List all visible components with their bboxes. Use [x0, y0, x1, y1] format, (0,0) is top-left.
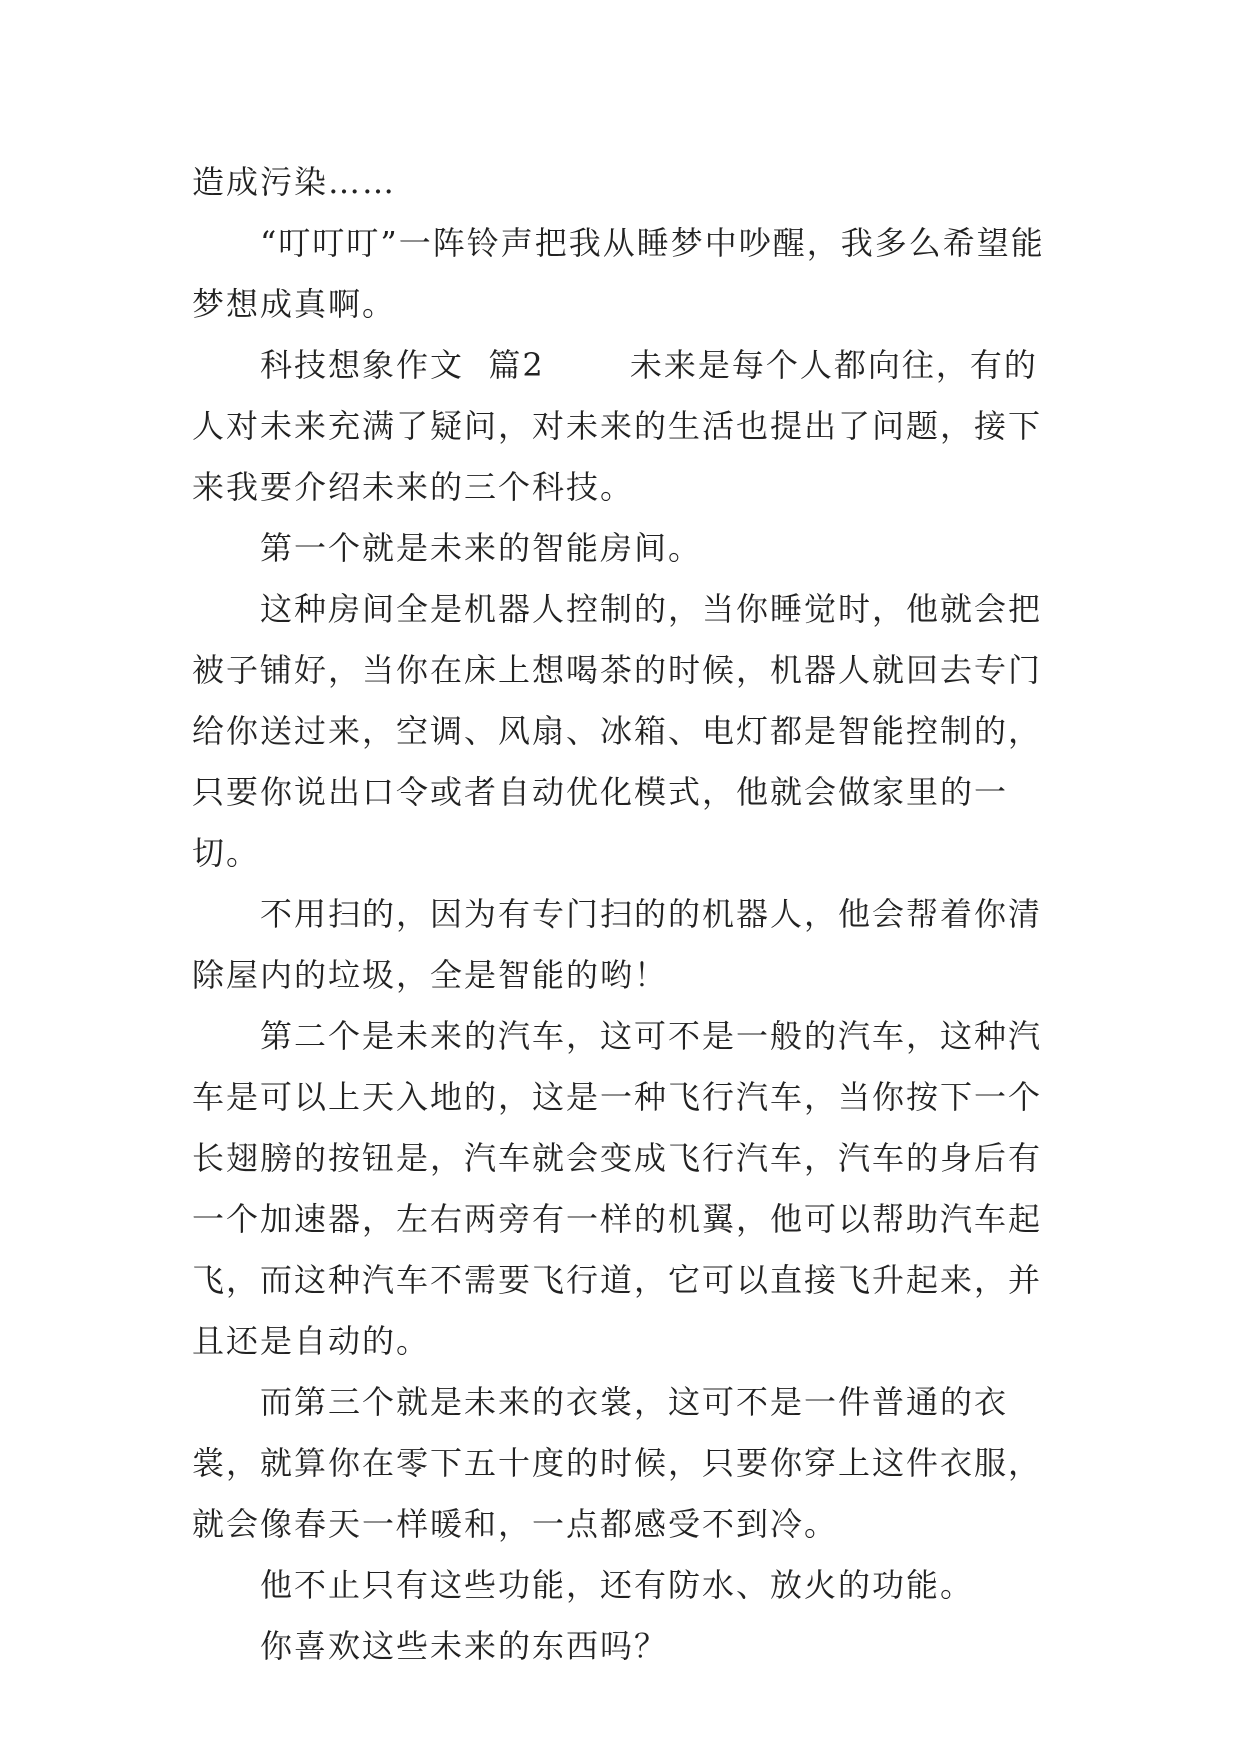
- paragraph-3: 科技想象作文 篇2 未来是每个人都向往，有的人对未来充满了疑问，对未来的生活也提出了问题，接下来我要介绍未来的三个科技。: [192, 346, 1043, 506]
- paragraph-10: 你喜欢这些未来的东西吗？: [260, 1627, 669, 1665]
- body-text: [192, 152, 1067, 1677]
- paragraph-6: 不用扫的，因为有专门扫的的机器人，他会帮着你清除屋内的垃圾，全是智能的哟！: [192, 895, 1043, 994]
- paragraph-7: 第二个是未来的汽车，这可不是一般的汽车，这种汽车是可以上天入地的，这是一种飞行汽车，当你按下一个长翅膀的按钮是，汽车就会变成飞行汽车，汽车的身后有一个加速器，左右两旁有一样的机翼，他可以帮助汽车起飞，而这种汽车不需要飞行道，它可以直接飞升起来，并且还是自动的。: [192, 1017, 1043, 1360]
- paragraph-9: 他不止只有这些功能，还有防水、放火的功能。: [260, 1566, 975, 1604]
- paragraph-2: “叮叮叮”一阵铃声把我从睡梦中吵醒，我多么希望能梦想成真啊。: [192, 224, 1045, 323]
- paragraph-5: 这种房间全是机器人控制的，当你睡觉时，他就会把被子铺好，当你在床上想喝茶的时候，机器人就回去专门给你送过来，空调、风扇、冰箱、电灯都是智能控制的，只要你说出口令或者自动优化模式，他就会做家里的一切。: [192, 590, 1043, 872]
- paragraph-4: 第一个就是未来的智能房间。: [260, 529, 703, 567]
- paragraph-1: 造成污染……: [192, 163, 397, 201]
- paragraph-8: 而第三个就是未来的衣裳，这可不是一件普通的衣裳，就算你在零下五十度的时候，只要你穿上这件衣服，就会像春天一样暖和，一点都感受不到冷。: [192, 1383, 1043, 1543]
